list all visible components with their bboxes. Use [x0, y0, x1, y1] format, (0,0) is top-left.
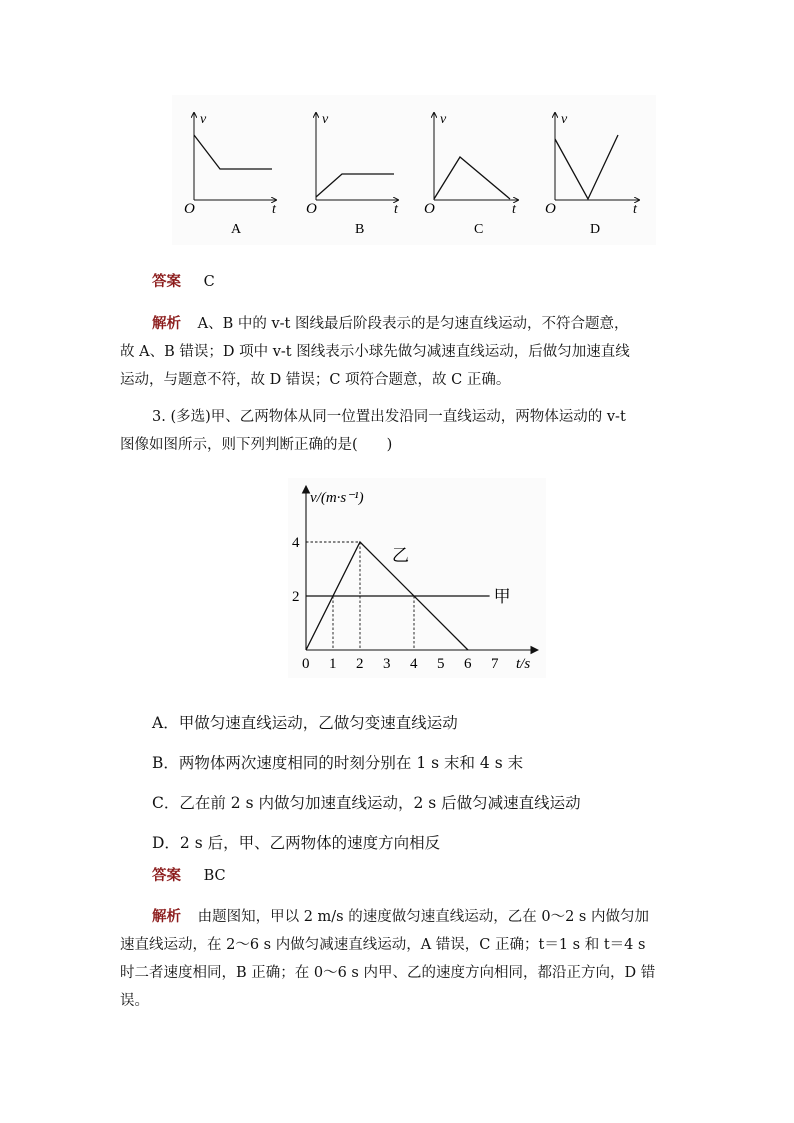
q3-analysis-line-1	[120, 903, 680, 931]
x-tick-label: 5	[437, 656, 445, 672]
graph-a-caption: A	[231, 222, 242, 237]
x-tick-label: 2	[356, 656, 364, 672]
graph-c-v-label: v	[440, 112, 447, 127]
q2-answer-value: C	[203, 274, 215, 290]
q2-analysis-line-3: 运动，与题意不符，故 D 错误；C 项符合题意，故 C 正确。	[120, 372, 511, 388]
q3-analysis-line-2: 速直线运动，在 2～6 s 内做匀减速直线运动，A 错误，C 正确；t＝1 s 和 t＝4 s	[120, 937, 646, 953]
vt-chart-svg	[288, 478, 546, 678]
option-a: A．甲做匀速直线运动，乙做匀变速直线运动	[152, 714, 458, 732]
graph-c-caption: C	[474, 222, 484, 237]
graph-d-caption: D	[590, 222, 601, 237]
q3-answer-label: 答案	[152, 867, 181, 884]
x-tick-label: 0	[302, 656, 310, 672]
q3-analysis	[120, 903, 680, 1015]
q3-stem	[120, 403, 680, 459]
top-figure	[172, 95, 656, 245]
graph-c	[424, 112, 518, 237]
option-c: C．乙在前 2 s 内做匀加速直线运动，2 s 后做匀减速直线运动	[152, 794, 581, 812]
q3-answer	[152, 862, 226, 890]
option-b: B．两物体两次速度相同的时刻分别在 1 s 末和 4 s 末	[152, 754, 524, 772]
graph-a-v-label: v	[200, 112, 207, 127]
q3-analysis-text-1: 由题图知，甲以 2 m/s 的速度做匀速直线运动，乙在 0～2 s 内做匀加	[197, 909, 649, 925]
graph-d-v-label: v	[561, 112, 568, 127]
graph-b-v-label: v	[322, 112, 329, 127]
q3-stem-line-2: 图像如图所示，则下列判断正确的是( )	[120, 437, 393, 453]
series-label-0: 甲	[493, 587, 511, 606]
graph-d-origin: O	[545, 201, 556, 217]
graph-a-origin: O	[184, 201, 195, 217]
x-tick-label: 6	[464, 656, 472, 672]
q2-analysis-line-2: 故 A、B 错误；D 项中 v-t 图线表示小球先做匀减速直线运动，后做匀加速直线	[120, 344, 630, 360]
q2-answer	[152, 268, 215, 296]
graph-c-line	[434, 157, 510, 199]
graph-d-line	[555, 135, 618, 199]
x-axis-label: t/s	[516, 656, 531, 672]
q2-answer-label: 答案	[152, 273, 181, 290]
q3-options	[152, 703, 581, 863]
q2-analysis-line-1	[120, 310, 680, 338]
graph-a-t-label: t	[272, 202, 276, 217]
y-tick-label: 4	[292, 535, 300, 551]
option-d: D．2 s 后，甲、乙两物体的速度方向相反	[152, 834, 441, 852]
graph-d-t-label: t	[633, 202, 637, 217]
q2-analysis	[120, 310, 680, 394]
q3-analysis-line-4: 误。	[120, 993, 149, 1009]
graph-b-t-label: t	[394, 202, 398, 217]
graph-d	[545, 112, 639, 237]
q2-analysis-text-1: A、B 中的 v-t 图线最后阶段表示的是匀速直线运动，不符合题意，	[197, 316, 629, 332]
y-axis-label: v/(m·s⁻¹)	[310, 490, 364, 506]
graph-c-t-label: t	[512, 202, 516, 217]
graph-b-caption: B	[355, 222, 365, 237]
q3-chart	[288, 478, 546, 678]
q3-analysis-line-3: 时二者速度相同，B 正确；在 0～6 s 内甲、乙的速度方向相同，都沿正方向，D 错	[120, 965, 656, 981]
x-tick-label: 1	[329, 656, 337, 672]
graph-a-line	[194, 135, 272, 169]
q2-analysis-label: 解析	[152, 315, 181, 332]
four-vt-graphs	[172, 95, 656, 245]
x-tick-label: 3	[383, 656, 391, 672]
graph-b-origin: O	[306, 201, 317, 217]
q3-answer-value: BC	[203, 868, 226, 884]
graph-c-origin: O	[424, 201, 435, 217]
q3-analysis-label: 解析	[152, 908, 181, 925]
series-label-1: 乙	[392, 545, 409, 565]
x-tick-label: 4	[410, 656, 418, 672]
y-tick-label: 2	[292, 589, 300, 605]
graph-b	[306, 112, 399, 237]
q3-stem-line-1: 3. (多选)甲、乙两物体从同一位置出发沿同一直线运动，两物体运动的 v-t	[152, 409, 626, 425]
graph-b-line	[316, 174, 394, 197]
x-tick-label: 7	[491, 656, 499, 672]
graph-a	[184, 112, 277, 237]
